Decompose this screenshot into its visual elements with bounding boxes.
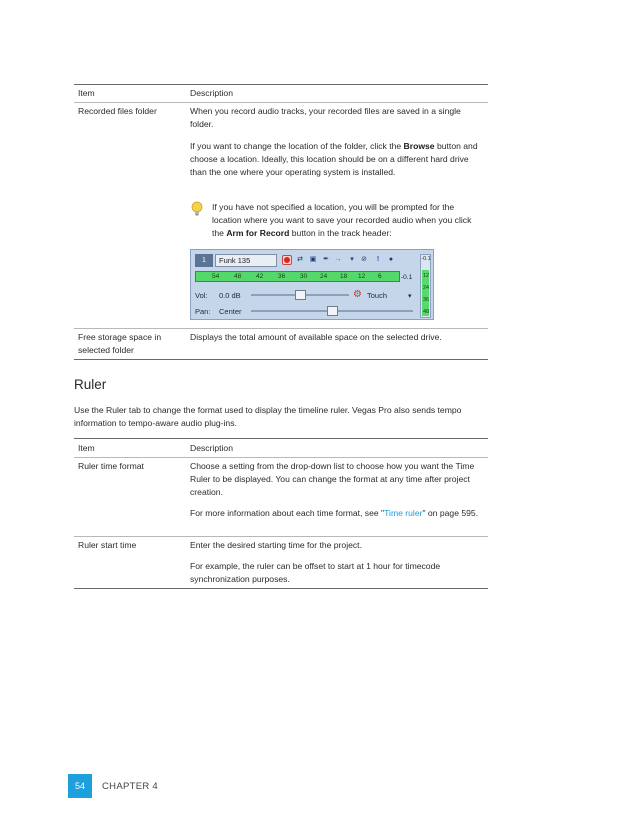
page-number-badge: 54 [68, 774, 92, 798]
invert-phase-icon[interactable]: ⇄ [297, 256, 303, 263]
automation-icon[interactable]: ✒ [323, 256, 329, 263]
automation-gear-icon[interactable]: ⚙ [353, 289, 362, 300]
tip-note: If you have not specified a location, you will be prompted for the location where you want to save your recorded audio when you click the Arm for Record button in the track header: [212, 202, 472, 238]
row-item-ruler-start-time: Ruler start time [78, 540, 137, 550]
ruler-time-format-description: Choose a setting from the drop-down list to choose how you want the Time Ruler to be displayed. You can change the format at any time after project creation. [190, 461, 475, 497]
table1-top-rule [74, 84, 488, 85]
arm-for-record-button-name: Arm for Record [226, 228, 290, 238]
table2-header-description: Description [190, 443, 233, 453]
pan-label: Pan: [195, 307, 211, 316]
time-format-reference: For more information about each time format, see "Time ruler" on page 595. [190, 508, 479, 518]
table2-top-rule [74, 438, 488, 439]
table1-header-item: Item [78, 88, 95, 98]
plugin-chain-icon[interactable]: → [334, 256, 342, 263]
volume-fader[interactable] [295, 290, 306, 300]
time-ruler-link[interactable]: Time ruler [384, 508, 423, 518]
arm-for-record-icon[interactable] [282, 255, 292, 265]
mute-icon[interactable]: ⊘ [361, 256, 367, 263]
track-menu-icon[interactable]: ● [388, 256, 394, 263]
automation-mode-dropdown-icon[interactable]: ▾ [408, 293, 412, 300]
volume-label: Vol: [195, 291, 208, 300]
pan-value: Center [219, 307, 242, 316]
table1-row-rule [74, 328, 488, 329]
track-level-meter: 54 48 42 36 30 24 18 12 6 [195, 271, 400, 282]
recorded-files-browse-paragraph: If you want to change the location of the folder, click the Browse button and choose a location. Ideally, this location should be on a different hard drive than the one where your operating system is installed. [190, 141, 478, 177]
meter-peak-value: -0.1 [401, 274, 413, 281]
free-storage-description: Displays the total amount of available space on the selected drive. [190, 332, 442, 342]
table2-header-rule [74, 457, 488, 458]
table2-header-item: Item [78, 443, 95, 453]
ruler-heading: Ruler [74, 377, 107, 392]
browse-button-name: Browse [403, 141, 435, 151]
track-fx-icon[interactable]: ▣ [309, 256, 317, 263]
expand-arrow-icon[interactable]: ▾ [350, 256, 354, 263]
pan-fader[interactable] [327, 306, 338, 316]
track-name-field[interactable]: Funk 135 [215, 254, 277, 267]
table2-bottom-rule [74, 588, 488, 589]
chapter-label: CHAPTER 4 [102, 781, 159, 792]
row-item-ruler-time-format: Ruler time format [78, 461, 144, 471]
vu-meter: -0.1 12 24 36 48 [420, 254, 431, 318]
track-header-screenshot [190, 249, 434, 320]
row-item-free-storage-line2: selected folder [78, 345, 134, 355]
ruler-start-time-example: For example, the ruler can be offset to start at 1 hour for timecode synchronization purposes. [190, 561, 441, 584]
row-item-recorded-files-folder: Recorded files folder [78, 106, 157, 116]
table1-header-description: Description [190, 88, 233, 98]
ruler-start-time-description: Enter the desired starting time for the project. [190, 540, 362, 550]
table1-header-rule [74, 102, 488, 103]
recorded-files-description: When you record audio tracks, your recorded files are saved in a single folder. [190, 106, 461, 129]
track-number: 1 [195, 254, 213, 267]
table2-row-rule [74, 536, 488, 537]
solo-icon[interactable]: ! [376, 256, 380, 263]
automation-mode[interactable]: Touch [367, 291, 388, 300]
lightbulb-icon [191, 201, 203, 217]
table1-bottom-rule [74, 359, 488, 360]
ruler-intro: Use the Ruler tab to change the format used to display the timeline ruler. Vegas Pro also sends tempo information to tempo-aware audio plug-ins. [74, 405, 462, 428]
row-item-free-storage-line1: Free storage space in [78, 332, 162, 342]
volume-value: 0.0 dB [219, 291, 241, 300]
